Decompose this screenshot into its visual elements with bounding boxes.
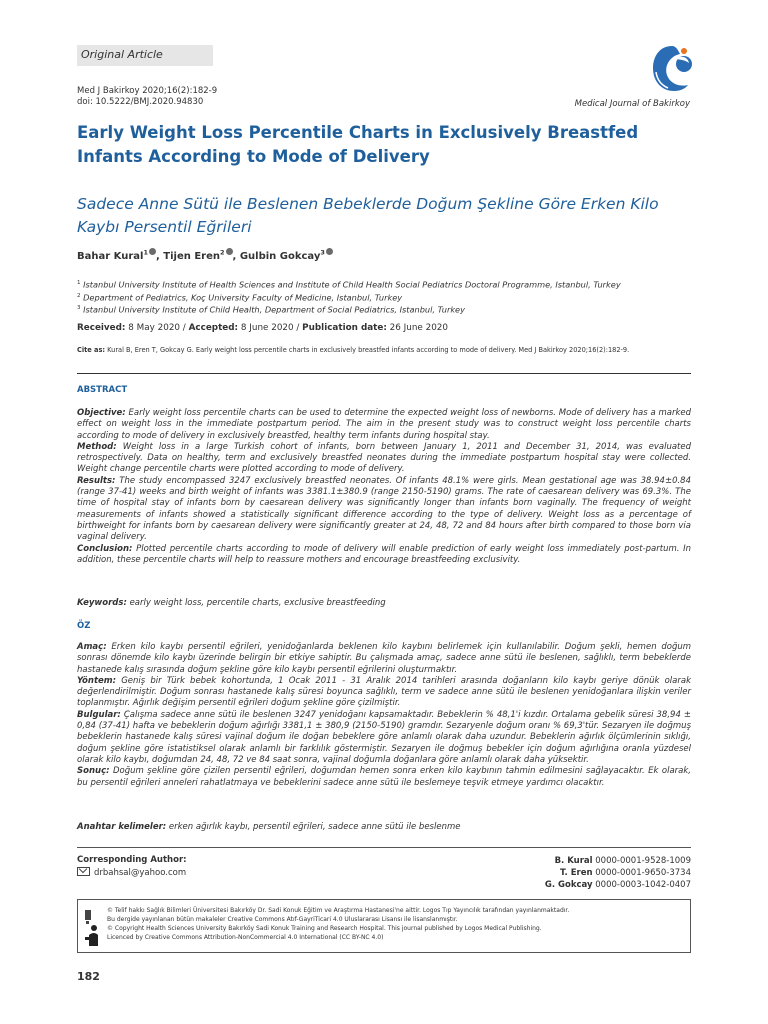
page-number: 182: [77, 970, 100, 983]
orcid-icon[interactable]: [149, 248, 156, 255]
affiliation-text: Istanbul University Institute of Health Sciences and Institute of Child Health Social Pediatrics Doctoral Programme, Istanbul, Turkey: [83, 279, 621, 290]
orcid-id[interactable]: 0000-0001-9528-1009: [595, 856, 691, 866]
oz-paragraph: [77, 642, 691, 676]
licence-line: Licenced by Creative Commons Attribution-NonCommercial 4.0 International (CC BY-NC 4.0): [107, 934, 384, 941]
author-name: Gulbin Gokcay: [239, 251, 321, 262]
licence-line: Bu dergide yayınlanan bütün makaleler Creative Commons Atıf-GayriTicari 4.0 Uluslararası Lisansı ile lisanslanmıştır.: [107, 916, 458, 923]
oz-paragraph: [77, 766, 691, 789]
section-label: Results:: [77, 475, 116, 486]
affiliation-item: [77, 278, 697, 291]
publication-dates: [77, 323, 448, 333]
affiliation-text: Department of Pediatrics, Koç University Faculty of Medicine, Istanbul, Turkey: [83, 292, 403, 303]
affiliation-item: [77, 291, 697, 304]
oz-heading: ÖZ: [77, 621, 91, 631]
orcid-author: T. Eren: [560, 868, 593, 878]
section-label: Conclusion:: [77, 543, 133, 554]
received-date: 8 May 2020: [128, 323, 181, 333]
article-title-tr: Sadece Anne Sütü ile Beslenen Bebeklerde Doğum Şekline Göre Erken Kilo Kaybı Persentil Eğrileri: [77, 195, 659, 236]
footer-divider: [77, 847, 691, 848]
journal-name: Medical Journal of Bakirkoy: [574, 99, 690, 109]
affiliation-num: 2: [77, 292, 81, 299]
section-label: Amaç:: [77, 642, 107, 652]
orcid-row: [480, 867, 691, 879]
received-label: Received:: [77, 323, 126, 333]
oz-body: [77, 642, 691, 789]
orcid-list: [480, 855, 691, 891]
section-text: The study encompassed 3247 exclusively breastfed neonates. Of infants 48.1% were girls. Mean gestational age was 38.94±0.84 (range 37-41) weeks and birth weight of infants was 3381.1±380.9 (range 2150-5190) grams. The rate of caesarean delivery was 69.3%. The time of hospital stay of infants born by caesarean delivery was significantly longer than infants born vaginally. The frequency of weight measurements of infants showed a statistically significant difference according to the type of delivery. Weight loss as a percentage of birthweight for infants born by caesarean delivery were significantly greater at 24, 48, 72 and 84 hours after birth compared to those born via vaginal delivery.: [77, 475, 692, 543]
abstract-paragraph: [77, 476, 691, 544]
article-type-tag: [77, 45, 213, 66]
keywords-label: Anahtar kelimeler:: [77, 822, 167, 832]
date-sep: /: [293, 323, 303, 333]
orcid-author: G. Gokcay: [544, 880, 593, 890]
section-text: Çalışma sadece anne sütü ile beslenen 3247 yenidoğanı kapsamaktadır. Bebeklerin % 48,1'i kızdır. Ortalama gebelik süresi 38,94 ± 0,84 (37-41) hafta ve bebeklerin doğum ağırlığı 3381,1 ± 380,9 (2150-5190) gramdır. Sezaryenle doğum oranı % 69,3'tür. Sezaryen ile doğmuş bebeklerin hastanede kalış süresi vajinal doğum ile doğan bebeklere göre anlamlı olarak daha uzundur. Bebeklerin ağırlık ölçümlerinin sıklığı, doğum şekline göre istatistiksel olarak anlamlı bir farklılık göstermiştir. Sezaryen ile doğmuş bebekler için doğum ağırlığına oranla yüzdesel olarak kilo kaybı, doğumdan 24, 48, 72 ve 84 saat sonra, vajinal doğumla doğanlara göre anlamlı olarak daha yüksektir.: [77, 709, 692, 765]
orcid-row: [480, 855, 691, 867]
affiliations: [77, 278, 697, 316]
affiliation-item: [77, 303, 697, 316]
licence-line: © Copyright Health Sciences University Bakırköy Sadi Konuk Training and Research Hospital. This journal published by Logos Medical Publishing.: [107, 925, 542, 932]
orcid-icon[interactable]: [326, 248, 333, 255]
section-label: Objective:: [77, 408, 126, 418]
author-sep: ,: [232, 251, 240, 262]
affiliation-num: 1: [77, 280, 81, 286]
abstract-paragraph: [77, 544, 691, 567]
section-label: Yöntem:: [77, 675, 117, 686]
journal-logo: [650, 42, 694, 94]
author-affil-num: 2: [220, 248, 225, 257]
accepted-label: Accepted:: [188, 323, 239, 333]
author-name: Bahar Kural: [77, 251, 144, 262]
author-affil-num: 1: [143, 248, 148, 257]
oz-paragraph: [77, 676, 691, 710]
affiliation-text: Istanbul University Institute of Child Health, Department of Social Pediatrics, Istanbul, Turkey: [83, 305, 465, 316]
section-text: Weight loss in a large Turkish cohort of infants, born between January 1, 2011 and December 31, 2014, was evaluated retrospectively. Data on healthy, term and exclusively breastfed neonates during the immediate postpartum hospital stay were collected. Weight change percentile charts were plotted according to mode of delivery.: [77, 441, 691, 475]
date-sep: /: [180, 323, 189, 333]
author-name: Tijen Eren: [163, 251, 220, 262]
published-label: Publication date:: [302, 323, 387, 333]
affiliation-num: 3: [77, 305, 81, 312]
keywords-text: early weight loss, percentile charts, exclusive breastfeeding: [129, 598, 386, 608]
section-label: Sonuç:: [77, 766, 110, 777]
author-sep: ,: [155, 251, 164, 262]
licence-text: [107, 906, 687, 942]
section-text: Doğum şekline göre çizilen persentil eğrileri, doğumdan hemen sonra erken kilo kaybının tahmin edilmesini sağlayacaktır. Ek olarak, bu persentil eğrileri anneleri rahatlatmaya ve bebeklerini sadece anne sütü ile beslemeye teşvik etmeye yardımcı olacaktır.: [77, 766, 692, 788]
section-label: Method:: [77, 441, 117, 452]
orcid-row: [480, 879, 691, 891]
abstract-paragraph: [77, 442, 691, 476]
citation-line: Med J Bakirkoy 2020;16(2):182-9: [77, 86, 218, 96]
doi-link[interactable]: doi: 10.5222/BMJ.2020.94830: [77, 97, 204, 107]
orcid-id[interactable]: 0000-0001-9650-3734: [595, 868, 691, 878]
published-date: 26 June 2020: [389, 323, 449, 333]
article-title-en: Early Weight Loss Percentile Charts in Exclusively Breastfed Infants According to Mode of Delivery: [77, 123, 639, 166]
oz-paragraph: [77, 710, 691, 766]
section-text: Early weight loss percentile charts can be used to determine the expected weight loss of newborns. Mode of delivery has a marked effect on weight loss in the immediate postpartum period. The aim in the present study was to construct weight loss percentile charts according to mode of delivery in exclusively breastfed, healthy term infants during hospital stay.: [77, 408, 692, 441]
author-affil-num: 3: [320, 248, 325, 257]
section-text: Erken kilo kaybı persentil eğrileri, yenidoğanlarda beklenen kilo kaybını belirlemek için kullanılabilir. Doğum şekli, hemen doğum sonrası dönemde kilo kaybı üzerinde belirgin bir etkiye sahiptir. Bu çalışmada amaç, sadece anne sütü ile beslenen, sağlıklı, term bebeklerde hastanede kalış sırasında doğum şekline göre kilo kaybı persentil eğrilerini oluşturmaktır.: [77, 642, 692, 675]
mail-icon: [77, 867, 90, 876]
corresponding-email[interactable]: [77, 867, 186, 878]
keywords-en: [77, 598, 386, 608]
cite-as: [77, 346, 697, 354]
orcid-icon[interactable]: [226, 248, 233, 255]
reader-icon: [84, 908, 100, 948]
cite-as-label: Cite as:: [77, 346, 106, 354]
keywords-text: erken ağırlık kaybı, persentil eğrileri, sadece anne sütü ile beslenme: [168, 822, 461, 832]
section-text: Plotted percentile charts according to mode of delivery will enable prediction of early weight loss immediately post-partum. In addition, these percentile charts will help to reassure mothers and encourage breastfeeding exclusivity.: [77, 543, 692, 565]
abstract-body: [77, 408, 691, 566]
abstract-paragraph: [77, 408, 691, 442]
email-address[interactable]: drbahsal@yahoo.com: [94, 868, 187, 878]
cite-as-text: Kural B, Eren T, Gokcay G. Early weight loss percentile charts in exclusively breastfed infants according to mode of delivery. Med J Bakirkoy 2020;16(2):182-9.: [107, 346, 630, 354]
abstract-heading: ABSTRACT: [77, 385, 128, 395]
section-divider: [77, 373, 691, 374]
orcid-author: B. Kural: [554, 856, 593, 866]
keywords-label: Keywords:: [77, 598, 127, 608]
accepted-date: 8 June 2020: [240, 323, 294, 333]
keywords-tr: [77, 822, 460, 832]
orcid-id[interactable]: 0000-0003-1042-0407: [595, 880, 691, 890]
section-text: Geniş bir Türk bebek kohortunda, 1 Ocak 2011 - 31 Aralık 2014 tarihleri arasında doğanların kilo kaybı geriye dönük olarak değerlendirilmiştir. Doğum sonrası hastanede kalış süresi boyunca sağlıklı, term ve sadece anne sütü ile beslenen yenidoğanlara ilişkin veriler toplanmıştır. Ağırlık değişim persentil eğrileri doğum şekline göre çizilmiştir.: [77, 675, 692, 709]
licence-line: © Telif hakkı Sağlık Bilimleri Üniversitesi Bakırköy Dr. Sadi Konuk Eğitim ve Araştırma Hastanesi'ne aittir. Logos Tıp Yayıncılık tarafından yayınlanmaktadır.: [107, 907, 570, 914]
author-list: [77, 248, 333, 262]
citation-meta: [77, 86, 217, 108]
corresponding-author-label: Corresponding Author:: [77, 855, 187, 865]
article-type-label: Original Article: [81, 48, 163, 61]
section-label: Bulgular:: [77, 709, 121, 720]
